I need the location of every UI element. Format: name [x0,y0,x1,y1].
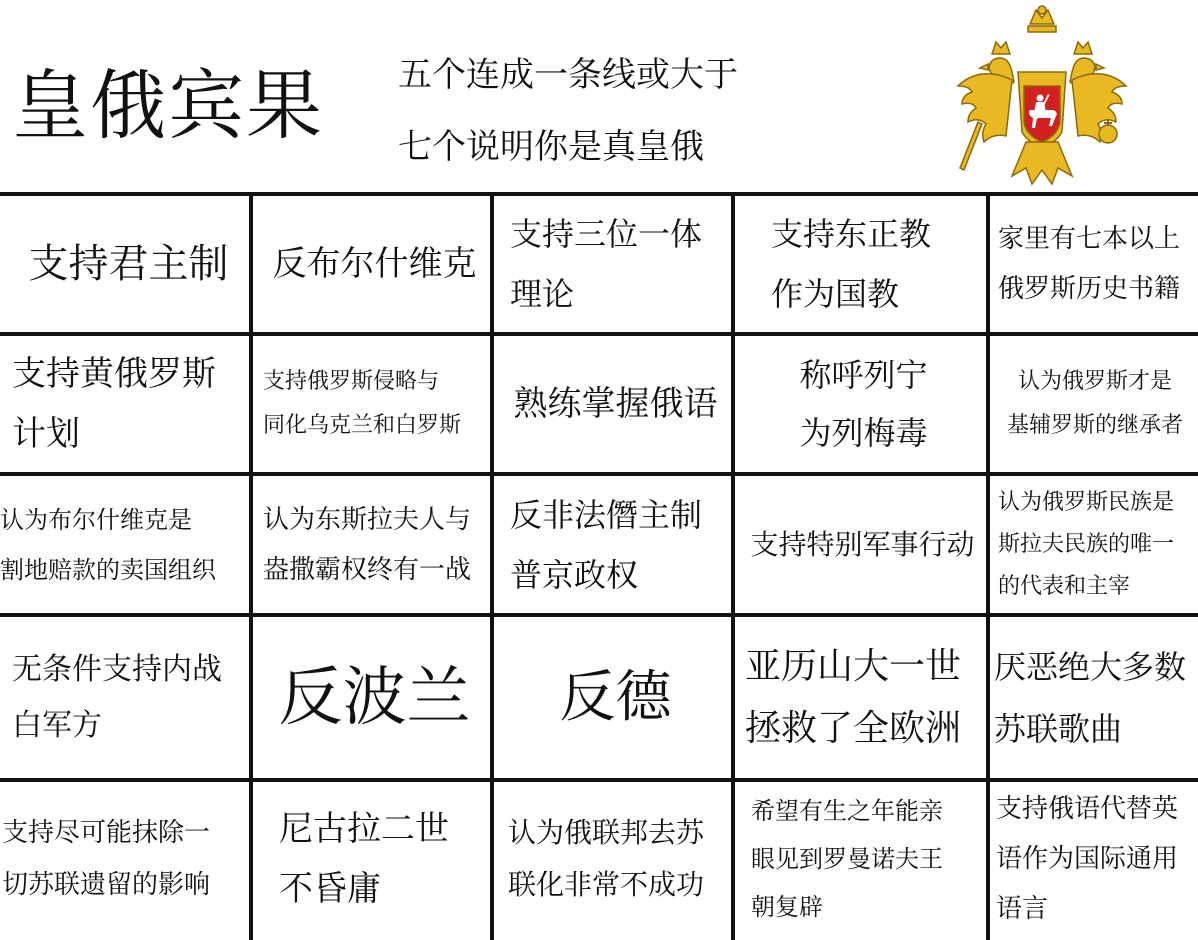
bingo-cell[interactable] [735,476,986,613]
bingo-cell[interactable] [0,782,249,936]
bingo-cell-text: 的代表和主宰 [998,573,1131,599]
bingo-cell-text: 无条件支持内战 [12,651,222,687]
bingo-cell[interactable] [735,336,986,472]
bingo-cell-text: 眼见到罗曼诺夫王 [751,845,943,873]
bingo-cell-text: 反非法僭主制 [510,495,703,534]
bingo-cell[interactable] [253,336,490,472]
bingo-cell-text: 认为俄罗斯才是 [1017,369,1172,394]
bingo-cell[interactable] [494,336,731,472]
bingo-cell-text: 语作为国际通用 [996,844,1179,874]
bingo-cell[interactable] [253,476,490,613]
bingo-cell[interactable] [253,782,490,936]
bingo-cell-text: 认为东斯拉夫人与 [263,504,472,535]
bingo-cell[interactable] [990,196,1194,332]
bingo-cell-text: 支持俄罗斯侵略与 [263,369,440,394]
bingo-cell[interactable] [494,476,731,613]
bingo-cell-text: 熟练掌握俄语 [513,384,718,424]
bingo-cell[interactable] [494,617,731,778]
bingo-cell[interactable] [253,617,490,778]
bingo-cell-text: 认为俄联邦去苏 [508,816,705,849]
bingo-cell-text: 计划 [12,414,80,454]
bingo-cell[interactable] [0,336,249,472]
bingo-cell-text: 割地赔款的卖国组织 [0,555,216,584]
bingo-cell-text: 基辅罗斯的继承者 [1006,413,1183,438]
bingo-cell[interactable] [735,196,986,332]
page-title: 皇俄宾果 [12,61,324,150]
bingo-cell[interactable] [0,476,249,613]
bingo-cell[interactable] [990,617,1194,778]
bingo-cell[interactable] [735,782,986,936]
bingo-cell-text: 理论 [510,275,575,313]
bingo-cell-text: 盎撒霸权终有一战 [263,554,472,585]
bingo-cell[interactable] [253,196,490,332]
bingo-cell-text: 认为俄罗斯民族是 [998,489,1175,515]
bingo-cell-text: 希望有生之年能亲 [751,797,943,825]
bingo-cell[interactable] [735,617,986,778]
bingo-cell[interactable] [0,617,249,778]
bingo-cell-text: 支持俄语代替英 [996,794,1179,824]
bingo-cell-text: 支持东正教 [771,215,932,253]
bingo-cell-text: 尼古拉二世 [279,809,449,849]
bingo-cell-text: 支持君主制 [28,241,229,287]
bingo-cell-text: 亚历山大一世 [745,645,962,687]
bingo-cell-text: 为列梅毒 [799,414,928,452]
bingo-cell-text: 支持三位一体 [510,215,703,253]
bingo-cell-text: 同化乌克兰和白罗斯 [263,413,462,438]
bingo-cell-text: 认为布尔什维克是 [0,505,192,534]
bingo-cell-text: 不昏庸 [279,869,381,909]
bingo-cell[interactable] [494,196,731,332]
bingo-cell-text: 切苏联遗留的影响 [2,870,211,900]
rule-text-line-1: 五个连成一条线或大于 [398,55,738,95]
bingo-cell-text: 支持黄俄罗斯 [12,354,216,394]
bingo-cell-text: 称呼列宁 [799,356,928,394]
bingo-cell[interactable] [990,782,1194,936]
bingo-cell-text: 家里有七本以上 [998,224,1181,254]
bingo-cell-text: 反布尔什维克 [272,244,477,284]
bingo-cell-text: 厌恶绝大多数 [994,647,1187,686]
bingo-cell-text: 支持尽可能抹除一 [2,818,211,848]
bingo-cell-text: 俄罗斯历史书籍 [998,274,1181,304]
bingo-cell[interactable] [990,476,1194,613]
bingo-cell-text: 语言 [996,894,1049,924]
rule-text-line-2: 七个说明你是真皇俄 [398,127,704,167]
bingo-cell-text: 反德 [559,664,672,730]
bingo-cell-text: 白军方 [12,707,102,743]
bingo-cell[interactable] [0,196,249,332]
bingo-cell-text: 作为国教 [771,275,900,313]
bingo-cell-text: 普京政权 [510,555,639,594]
bingo-cell-text: 苏联歌曲 [994,709,1123,748]
bingo-cell-text: 联化非常不成功 [508,868,705,901]
bingo-cell-text: 朝复辟 [751,893,823,921]
bingo-cell-text: 反波兰 [278,660,471,735]
bingo-cell-text: 拯救了全欧洲 [745,707,962,749]
bingo-cell[interactable] [990,336,1194,472]
bingo-cell[interactable] [494,782,731,936]
bingo-cell-text: 支持特别军事行动 [750,527,975,561]
bingo-cell-text: 斯拉夫民族的唯一 [998,531,1175,557]
